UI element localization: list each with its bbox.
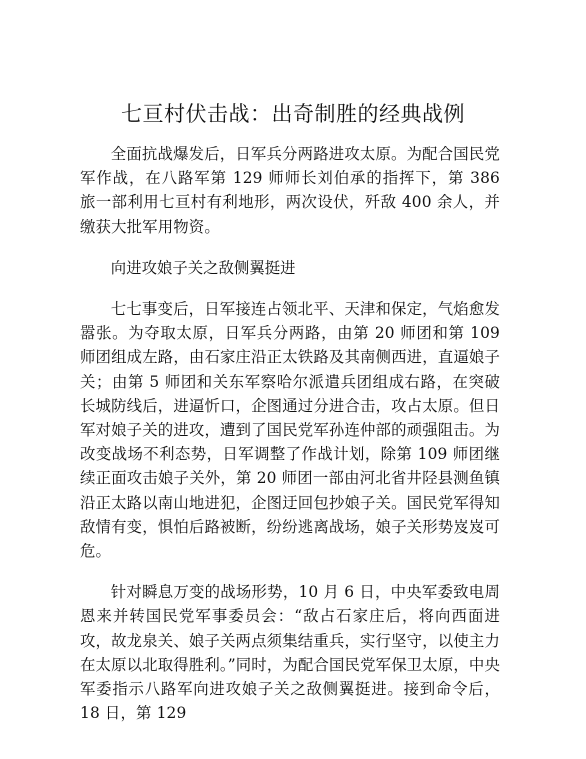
page-title: 七亘村伏击战：出奇制胜的经典战例 bbox=[121, 102, 465, 126]
intro-paragraph: 全面抗战爆发后，日军兵分两路进攻太原。为配合国民党军作战，在八路军第 129 师师长刘伯承的指挥下，第 386 旅一部利用七亘村有利地形，两次设伏，歼敌 400 余人，并缴获大批军用物资。 bbox=[80, 145, 500, 236]
article-body bbox=[80, 142, 500, 725]
body-paragraph-1: 七七事变后，日军接连占领北平、天津和保定，气焰愈发嚣张。为夺取太原，日军兵分两路，由第 20 师团和第 109 师团组成左路，由石家庄沿正太铁路及其南侧西进，直逼娘子关；由第 5 师团和关东军察哈尔派遣兵团组成右路，在突破长城防线后，进逼忻口，企图通过分进合击，攻占太原。但日军对娘子关的进攻，遭到了国民党军孙连仲部的顽强阻击。为改变战场不利态势，日军调整了作战计划，除第 109 师团继续正面攻击娘子关外，第 20 师团一部由河北省井陉县测鱼镇沿正太路以南山地进犯，企图迂回包抄娘子关。国民党军得知敌情有变，惧怕后路被断，纷纷逃离战场，娘子关形势岌岌可危。 bbox=[80, 300, 500, 561]
body-paragraph-2: 针对瞬息万变的战场形势，10 月 6 日，中央军委致电周恩来并转国民党军事委员会：“敌占石家庄后，将向西面进攻，故龙泉关、娘子关两点须集结重兵，实行坚守，以使主力在太原以北取得胜利。”同时，为配合国民党军保卫太原，中央军委指示八路军向进攻娘子关之敌侧翼挺进。接到命令后，18 日，第 129 bbox=[80, 583, 500, 723]
section-heading: 向进攻娘子关之敌侧翼挺进 bbox=[110, 258, 296, 277]
